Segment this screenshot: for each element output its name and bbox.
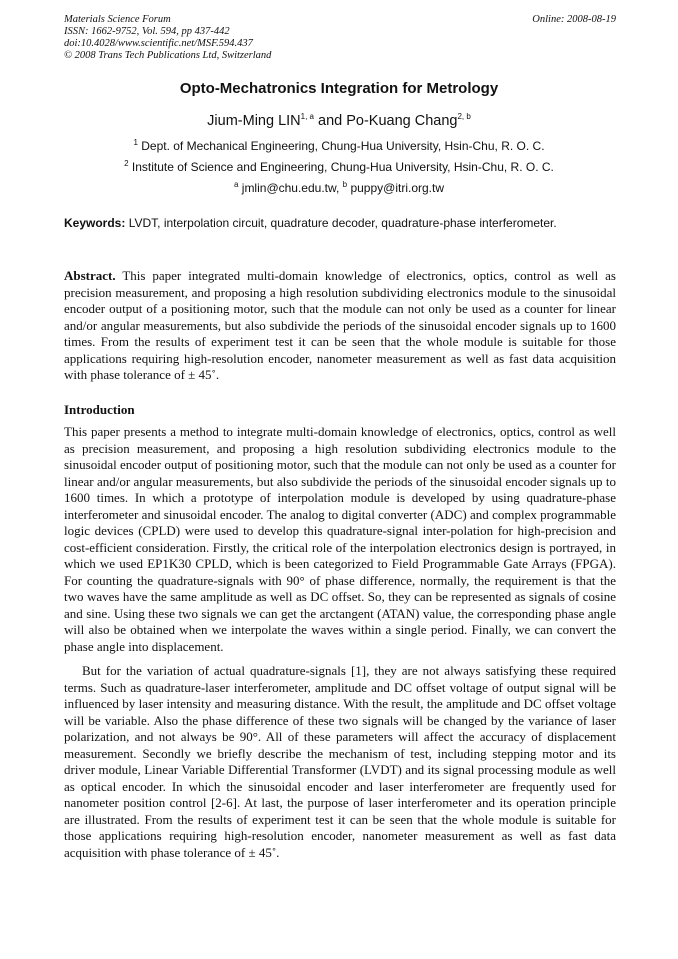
introduction-paragraph-1: This paper presents a method to integrate multi-domain knowledge of electronics, optics, control as well as precision measurement, and proposing a high resolution subdividing electronics module to the sinusoidal encoder output of positioning motor, such that the module can not only be used as a counter for linear and/or angular measurements, but also subdivide the periods of the sinusoidal encoder signals up to 1600 times. In which a prototype of interpolation module is developed by using quadrature-phase interferometer and sinusoidal encoder. The analog to digital converter (ADC) and complex programmable logic devices (CPLD) were used to develop this quadrature-signal inter-polation for high-precision and cost-efficient consideration. Firstly, the critical role of the interpolation electronics design is portrayed, in which we used EP1K30 CPLD, which is been categorized to Field Programmable Gate Arrays (FPGA). For counting the quadrature-signals with 90° of phase difference, normally, the requirement is that the two waves have the same amplitude as well as DC offset. So, they can be represented as signals of cosine and sine. Using these two signals we can get the arctangent (ATAN) value, the corresponding phase angle will also be obtained when we interpolate the waves within a single period. Finally, we can convert the phase angle into displacement. xyxy=(64,424,616,654)
keywords-label: Keywords: xyxy=(64,216,126,230)
affiliation-1-text: Dept. of Mechanical Engineering, Chung-Hua University, Hsin-Chu, R. O. C. xyxy=(137,139,545,153)
journal-header xyxy=(64,14,616,62)
journal-name: Materials Science Forum xyxy=(64,14,171,25)
abstract xyxy=(64,268,616,384)
email-a-marker: a xyxy=(233,180,239,189)
affiliation-1 xyxy=(0,139,678,153)
copyright: © 2008 Trans Tech Publications Ltd, Switzerland xyxy=(64,50,272,61)
author-2: Po-Kuang Chang xyxy=(346,113,458,129)
author-conjunction: and xyxy=(313,113,347,129)
online-date: Online: 2008-08-19 xyxy=(532,14,616,25)
keywords xyxy=(64,216,616,230)
affiliation-1-number: 1 xyxy=(133,138,138,147)
affiliation-2-text: Institute of Science and Engineering, Chung-Hua University, Hsin-Chu, R. O. C. xyxy=(128,160,554,174)
keywords-text: LVDT, interpolation circuit, quadrature decoder, quadrature-phase interferometer. xyxy=(125,216,557,230)
email-line xyxy=(0,181,678,195)
email-b[interactable]: puppy@itri.org.tw xyxy=(347,181,445,195)
doi: doi:10.4028/www.scientific.net/MSF.594.437 xyxy=(64,38,253,49)
email-a[interactable]: jmlin@chu.edu.tw, xyxy=(238,181,343,195)
abstract-label: Abstract. xyxy=(64,268,116,283)
affiliation-2-number: 2 xyxy=(124,159,129,168)
introduction-paragraph-2: But for the variation of actual quadrature-signals [1], they are not always satisfying these required terms. Such as quadrature-laser interferometer, amplitude and DC offset voltage of output signal will be influenced by laser intensity and measuring distance. With the result, the amplitude and DC offset voltage will be variable. Also the phase difference of these two signals will be changed by the variance of laser polarization, and not always be 90°. All of these parameters will affect the accuracy of displacement measurement. Secondly we briefly describe the mechanism of test, including stepping motor and its driver module, Linear Variable Differential Transformer (LVDT) and its signal processing module as well as optical encoder. In which the sinusoidal encoder and laser interferometer are frequently used for nanometer position control [2-6]. At last, the purpose of laser interferometer and its operation principle are illustrated. From the results of experiment test it can be seen that the whole module is suitable for those applications requiring high-resolution encoder, nanometer measurement as well as fast data acquisition with phase tolerance of ± 45˚. xyxy=(64,663,616,860)
author-line xyxy=(0,113,678,129)
email-b-marker: b xyxy=(342,180,348,189)
author-2-affil: 2, b xyxy=(457,112,471,122)
author-1: Jium-Ming LIN xyxy=(207,113,301,129)
paper-title: Opto-Mechatronics Integration for Metrology xyxy=(179,80,499,97)
affiliation-2 xyxy=(0,160,678,174)
introduction-heading: Introduction xyxy=(64,402,135,417)
issn: ISSN: 1662-9752, Vol. 594, pp 437-442 xyxy=(64,26,230,37)
author-1-affil: 1, a xyxy=(300,112,314,122)
abstract-text: This paper integrated multi-domain knowledge of electronics, optics, control as well as precision measurement, and proposing a high resolution subdividing electronics module to the sinusoidal encoder output of a positioning motor, such that the module can not only be used as a counter for linear and/or angular measurements, but also subdivide the periods of the sinusoidal encoder signals up to 1600 times. From the results of experiment test it can be seen that the whole module is suitable for those applications requiring high-resolution encoder, nanometer measurement as well as fast data acquisition with phase tolerance of ± 45˚. xyxy=(64,268,616,382)
